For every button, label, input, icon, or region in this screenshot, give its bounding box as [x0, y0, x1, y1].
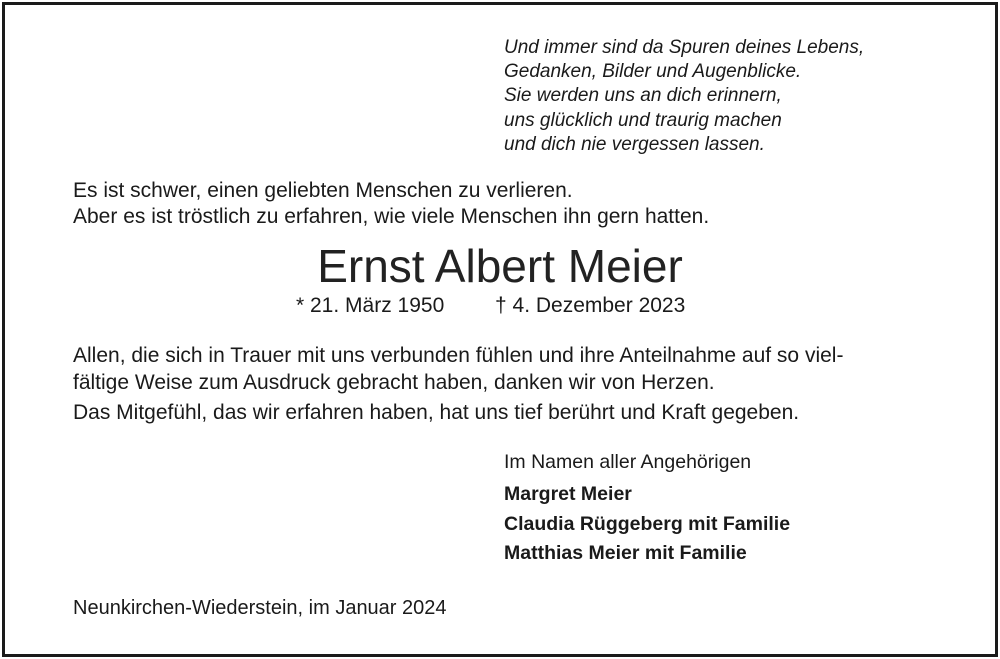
- signer-name: Claudia Rüggeberg mit Familie: [504, 512, 791, 535]
- intro-line: Aber es ist tröstlich zu erfahren, wie viele Menschen ihn gern hatten.: [73, 205, 710, 228]
- signer-name: Matthias Meier mit Familie: [504, 542, 747, 564]
- intro-line: Es ist schwer, einen geliebten Menschen zu verlieren.: [73, 179, 573, 202]
- poem: [504, 36, 864, 157]
- thanks-text: [73, 342, 843, 396]
- signers-list: [504, 480, 790, 569]
- birth-date: * 21. März 1950: [296, 294, 445, 317]
- sympathy-text: Das Mitgefühl, das wir erfahren haben, hat uns tief berührt und Kraft gegeben.: [73, 401, 800, 424]
- thanks-line: Allen, die sich in Trauer mit uns verbunden fühlen und ihre Anteilnahme auf so viel-: [73, 344, 844, 367]
- poem-line: Sie werden uns an dich erinnern,: [504, 85, 782, 107]
- thanks-line: fältige Weise zum Ausdruck gebracht haben, danken wir von Herzen.: [73, 371, 715, 394]
- poem-line: Gedanken, Bilder und Augenblicke.: [504, 61, 802, 83]
- signer-name: Margret Meier: [504, 483, 632, 505]
- poem-line: uns glücklich und traurig machen: [504, 109, 782, 131]
- deceased-name: Ernst Albert Meier: [317, 240, 683, 292]
- signoff-text: Im Namen aller Angehörigen: [504, 451, 752, 473]
- poem-line: und dich nie vergessen lassen.: [504, 133, 765, 155]
- poem-line: Und immer sind da Spuren deines Lebens,: [504, 37, 865, 58]
- intro-text: [73, 178, 709, 230]
- place-date: Neunkirchen-Wiederstein, im Januar 2024: [73, 597, 447, 619]
- death-date: † 4. Dezember 2023: [495, 294, 686, 317]
